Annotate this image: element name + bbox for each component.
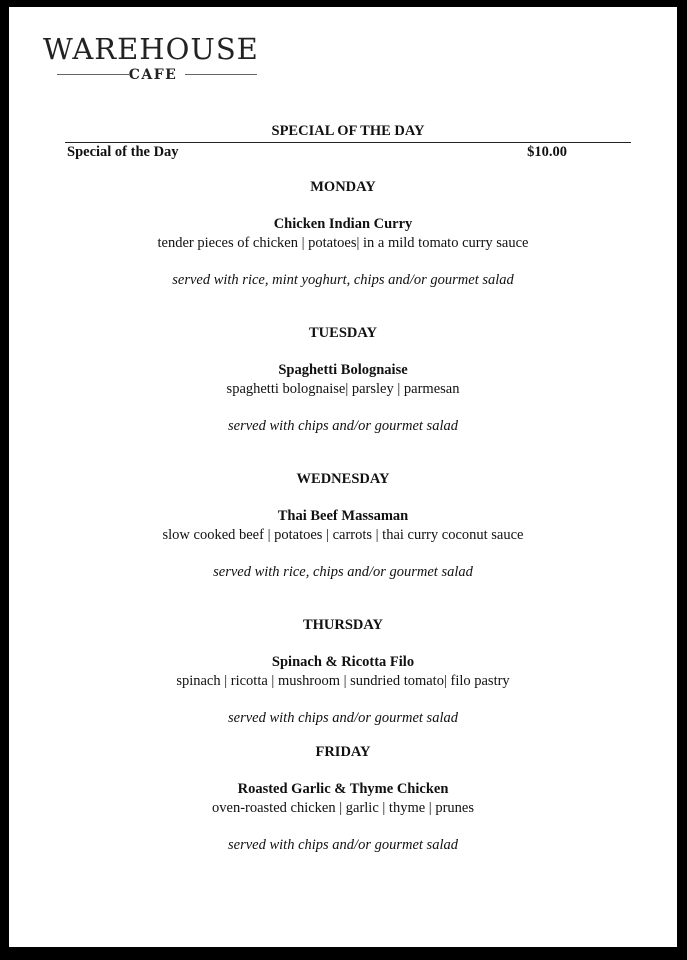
day-section-monday — [29, 179, 657, 289]
logo-cafe-text: CAFE — [128, 67, 178, 83]
dish-description: spaghetti bolognaise| parsley | parmesan — [226, 381, 460, 397]
dish-name: Chicken Indian Curry — [273, 216, 413, 232]
menu-sheet — [9, 7, 677, 947]
dish-name: Thai Beef Massaman — [277, 508, 409, 524]
day-section-thursday — [29, 617, 657, 727]
day-heading: FRIDAY — [315, 744, 371, 760]
day-heading: WEDNESDAY — [296, 471, 390, 487]
special-row — [67, 144, 567, 161]
dish-description: oven-roasted chicken | garlic | thyme | prunes — [212, 800, 474, 816]
day-section-friday — [29, 744, 657, 854]
day-heading: THURSDAY — [302, 617, 384, 633]
dish-description: tender pieces of chicken | potatoes| in a mild tomato curry sauce — [157, 235, 529, 251]
special-heading: SPECIAL OF THE DAY — [65, 123, 631, 143]
logo-rule-left — [57, 74, 129, 75]
dish-served-with: served with rice, chips and/or gourmet salad — [213, 564, 473, 580]
special-price: $10.00 — [527, 144, 567, 160]
logo-wordmark: WAREHOUSE — [43, 32, 259, 66]
special-label: Special of the Day — [67, 144, 179, 160]
dish-description: spinach | ricotta | mushroom | sundried tomato| filo pastry — [176, 673, 510, 689]
day-section-tuesday — [29, 325, 657, 435]
logo-rule-right — [185, 74, 257, 75]
cafe-logo — [43, 32, 263, 84]
dish-served-with: served with chips and/or gourmet salad — [228, 710, 458, 726]
day-heading: MONDAY — [310, 179, 376, 195]
logo-subtitle — [43, 66, 263, 84]
dish-served-with: served with rice, mint yoghurt, chips and/or gourmet salad — [172, 272, 514, 288]
dish-name: Spaghetti Bolognaise — [278, 362, 408, 378]
dish-name: Roasted Garlic & Thyme Chicken — [237, 781, 449, 797]
day-section-wednesday — [29, 471, 657, 581]
dish-description: slow cooked beef | potatoes | carrots | thai curry coconut sauce — [162, 527, 524, 543]
dish-served-with: served with chips and/or gourmet salad — [228, 837, 458, 853]
day-heading: TUESDAY — [309, 325, 377, 341]
dish-served-with: served with chips and/or gourmet salad — [228, 418, 458, 434]
dish-name: Spinach & Ricotta Filo — [271, 654, 415, 670]
